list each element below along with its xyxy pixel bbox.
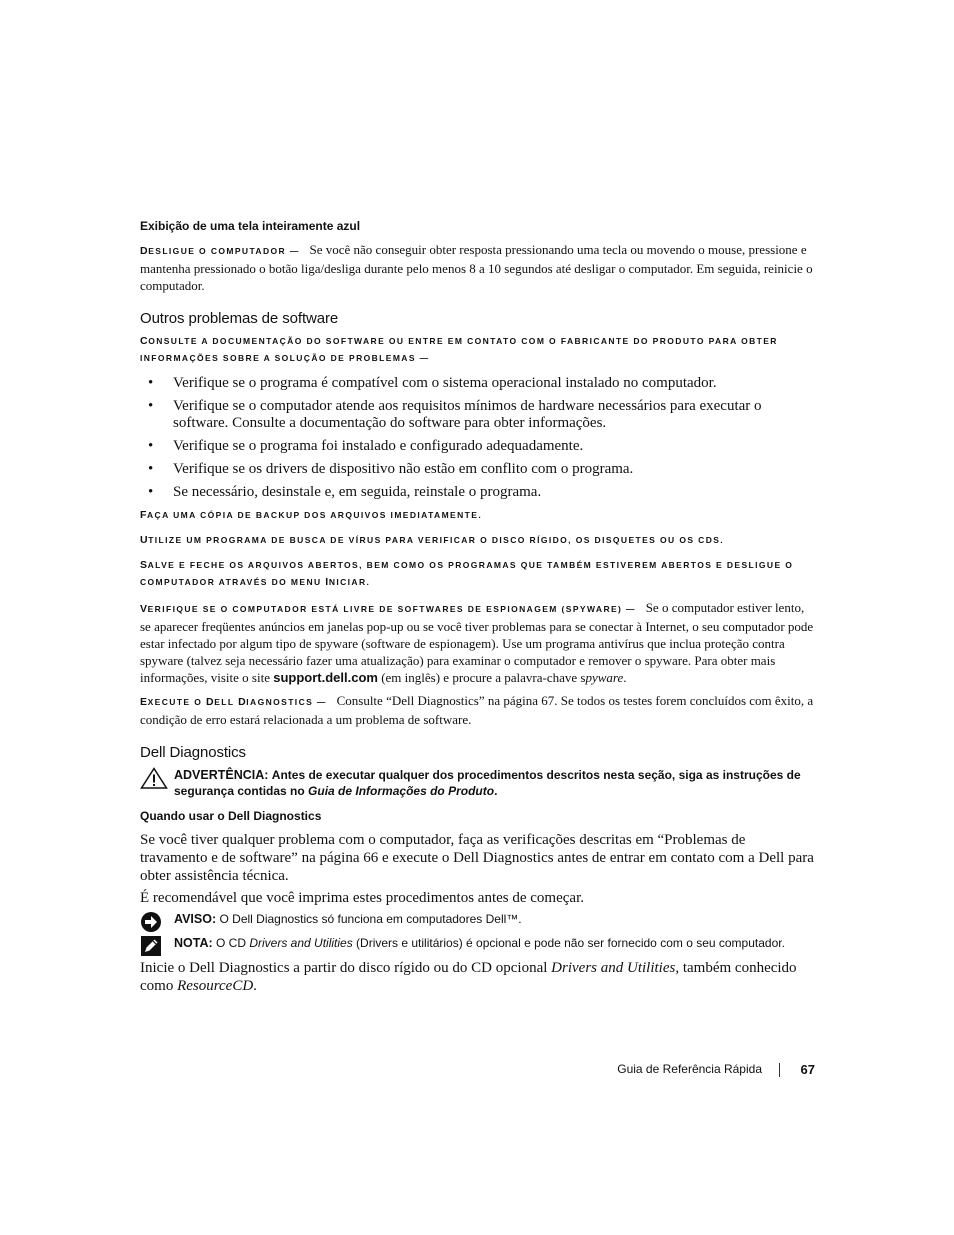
- heading-blue-screen: Exibição de uma tela inteiramente azul: [140, 219, 361, 233]
- paragraph-print-first: É recomendável que você imprima estes procedimentos antes de começar.: [140, 890, 584, 906]
- page-footer: [560, 1062, 815, 1080]
- notice-arrow-icon: [140, 911, 162, 937]
- nota-notice: NOTA: O CD Drivers and Utilities (Drivers e utilitários) é opcional e pode não ser fornecido com o seu computador.: [140, 935, 815, 951]
- lead-spyware: VERIFIQUE SE O COMPUTADOR ESTÁ LIVRE DE SOFTWARES DE ESPIONAGEM (SPYWARE) —: [140, 603, 636, 615]
- note-pencil-icon: [140, 935, 162, 961]
- heading-other-software: Outros problemas de software: [140, 310, 339, 327]
- warning-notice: ADVERTÊNCIA: Antes de executar qualquer dos procedimentos descritos nesta seção, siga as instruções de segurança contidas no Guia de Informações do Produto.: [140, 767, 815, 799]
- lead-virus-scan: UTILIZE UM PROGRAMA DE BUSCA DE VÍRUS PARA VERIFICAR O DISCO RÍGIDO, OS DISQUETES OU OS CDS.: [140, 534, 725, 546]
- lead-backup: FAÇA UMA CÓPIA DE BACKUP DOS ARQUIVOS IMEDIATAMENTE.: [140, 509, 483, 521]
- paragraph-start-diagnostics: Inicie o Dell Diagnostics a partir do disco rígido ou do CD opcional Drivers and Utilities, também conhecido como ResourceCD.: [140, 960, 797, 994]
- list-item: • Se necessário, desinstale e, em seguida, reinstale o programa.: [148, 484, 542, 500]
- warning-triangle-icon: [140, 767, 168, 793]
- paragraph-run-diagnostics: EXECUTE O DELL DIAGNOSTICS — Consulte “Dell Diagnostics” na página 67. Se todos os testes forem concluídos com êxito, a condição de erro estará relacionada a um problema de software.: [140, 693, 814, 727]
- lead-consult-docs: CONSULTE A DOCUMENTAÇÃO DO SOFTWARE OU ENTRE EM CONTATO COM O FABRICANTE DO PRODUTO PARA OBTER INFORMAÇÕES SOBRE A SOLUÇÃO DE PROBLEMAS —: [140, 335, 778, 363]
- lead-run-diagnostics: EXECUTE O DELL DIAGNOSTICS —: [140, 696, 327, 708]
- support-link[interactable]: support.dell.com: [273, 670, 378, 685]
- paragraph-blue-screen: DESLIGUE O COMPUTADOR — Se você não conseguir obter resposta pressionando uma tecla ou movendo o mouse, pressione e mantenha pressionado o botão liga/desliga durante pelo menos 8 a 10 segundos até desligar o computador. Em seguida, reinicie o computador.: [140, 242, 813, 293]
- page-content: [140, 219, 815, 999]
- list-item: • Verifique se o programa foi instalado e configurado adequadamente.: [148, 438, 584, 454]
- lead-save-close: SALVE E FECHE OS ARQUIVOS ABERTOS, BEM COMO OS PROGRAMAS QUE TAMBÉM ESTIVEREM ABERTOS E DESLIGUE O COMPUTADOR ATRAVÉS DO MENU INICIAR.: [140, 559, 794, 588]
- paragraph-spyware: VERIFIQUE SE O COMPUTADOR ESTÁ LIVRE DE SOFTWARES DE ESPIONAGEM (SPYWARE) — Se o computador estiver lento, se aparecer freqüentes anúncios em janelas pop-up ou se você tiver problemas para se conectar à Internet, o seu computador pode estar infectado por algum tipo de spyware (software de espionagem). Use um programa antivírus que inclua proteção contra spyware (talvez seja necessário fazer uma atualização) para examinar o computador e remover o spyware. Para obter mais informações, visite o site support.dell.com (em inglês) e procure a palavra-chave spyware.: [140, 600, 814, 685]
- list-item: • Verifique se o computador atende aos requisitos mínimos de hardware necessários para executar o software. Consulte a documentação do software para obter informações.: [148, 398, 762, 431]
- heading-dell-diagnostics: Dell Diagnostics: [140, 744, 246, 761]
- paragraph-when-to-use: Se você tiver qualquer problema com o computador, faça as verificações descritas em “Problemas de travamento e de software” na página 66 e execute o Dell Diagnostics antes de entrar em contato com a Dell para obter assistência técnica.: [140, 832, 814, 884]
- aviso-notice: AVISO: O Dell Diagnostics só funciona em computadores Dell™.: [140, 911, 815, 927]
- heading-when-to-use: Quando usar o Dell Diagnostics: [140, 809, 322, 823]
- lead-shutdown: DESLIGUE O COMPUTADOR —: [140, 245, 300, 257]
- footer-separator: [779, 1063, 780, 1077]
- list-item: • Verifique se os drivers de dispositivo não estão em conflito com o programa.: [148, 461, 634, 477]
- software-checklist: [140, 375, 815, 501]
- list-item: • Verifique se o programa é compatível com o sistema operacional instalado no computador.: [148, 375, 717, 391]
- footer-title: Guia de Referência Rápida: [617, 1062, 762, 1076]
- page-number: 67: [800, 1062, 815, 1077]
